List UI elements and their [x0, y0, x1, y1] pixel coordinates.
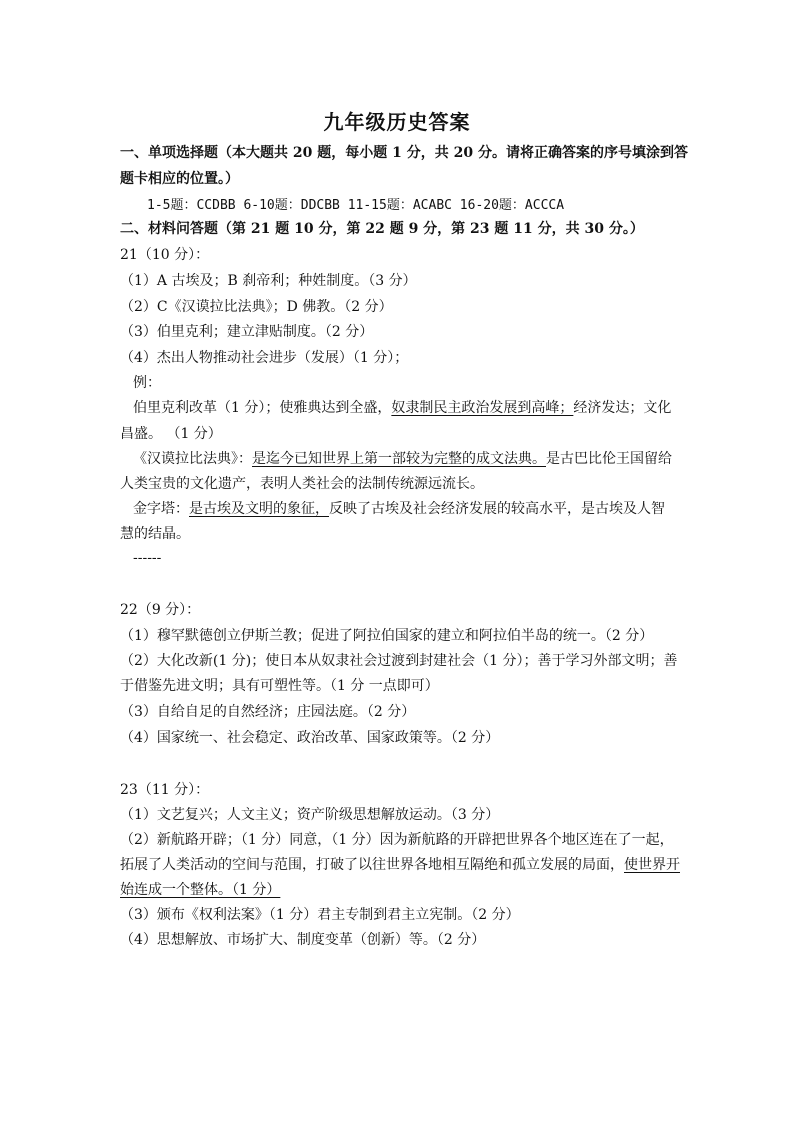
q21-example-2 [133, 449, 672, 469]
q21-example-2-tail: 是古巴比伦王国留给 [546, 451, 672, 467]
section1-heading-line1: 一、单项选择题（本大题共 20 题，每小题 1 分，共 20 分。请将正确答案的序号填涂到答 [120, 145, 688, 161]
q21-example-3-text: 金字塔： [133, 501, 189, 517]
q22-answer-1: （1）穆罕默德创立伊斯兰教；促进了阿拉伯国家的建立和阿拉伯半岛的统一。（2 分） [120, 628, 654, 644]
q21-example-3 [133, 499, 665, 519]
q22-answer-3: （3）自给自足的自然经济；庄园法庭。（2 分） [120, 704, 416, 720]
q23-answer-1: （1）文艺复兴；人文主义；资产阶级思想解放运动。（3 分） [120, 807, 500, 823]
q21-example-1-tail: 经济发达；文化 [573, 400, 672, 416]
q22-heading: 22（9 分）： [120, 602, 201, 618]
q23-answer-2-line2-text: 拓展了人类活动的空间与范围，打破了以往世界各地相互隔绝和孤立发展的局面， [120, 857, 624, 873]
q21-answer-2: （2）C《汉谟拉比法典》；D 佛教。（2 分） [120, 299, 393, 315]
q22-answer-2-line1: （2）大化改新(1 分)；使日本从奴隶社会过渡到封建社会（1 分）；善于学习外部文明；善 [120, 653, 678, 669]
q21-example-2-underlined: 是迄今已知世界上第一部较为完整的成文法典。 [252, 451, 546, 467]
section1-heading-line2: 题卡相应的位置。） [120, 171, 239, 187]
q21-heading: 21（10 分）： [120, 247, 210, 263]
q22-answer-2-line2: 于借鉴先进文明；具有可塑性等。（1 分 一点即可） [120, 678, 439, 694]
page-title: 九年级历史答案 [323, 110, 471, 134]
q21-example-3-tail: 反映了古埃及社会经济发展的较高水平，是古埃及人智 [329, 501, 665, 517]
q21-answer-1: （1）A 古埃及；B 刹帝利；种姓制度。（3 分） [120, 273, 417, 289]
q23-answer-2-line3 [120, 880, 280, 900]
q23-answer-2-line2 [120, 855, 680, 875]
q21-example-1-text: 伯里克利改革（1 分）；使雅典达到全盛， [133, 400, 392, 416]
q21-example-label: 例： [133, 375, 161, 391]
q22-answer-4: （4）国家统一、社会稳定、政治改革、国家政策等。（2 分） [120, 730, 500, 746]
q21-example-1-line2: 昌盛。 （1 分） [120, 426, 222, 442]
q21-example-2-text: 《汉谟拉比法典》： [133, 451, 252, 467]
q23-answer-2-line3-underlined: 始连成一个整体。（1 分） [120, 882, 281, 898]
q23-answer-2-underlined: 使世界开 [624, 857, 680, 873]
q23-answer-3: （3）颁布《权利法案》（1 分）君主专制到君主立宪制。（2 分） [120, 907, 520, 923]
q21-example-1 [133, 398, 671, 418]
q21-dashes: ------ [133, 550, 162, 566]
q21-example-1-underlined: 奴隶制民主政治发展到高峰； [391, 400, 574, 416]
q21-example-3-line2: 慧的结晶。 [120, 526, 190, 542]
section2-heading: 二、材料问答题（第 21 题 10 分，第 22 题 9 分，第 23 题 11 分，共 30 分。） [120, 221, 644, 237]
choice-answers: 1-5题：CCDBB 6-10题：DDCBB 11-15题：ACABC 16-20题：ACCCA [147, 198, 565, 213]
q21-example-2-line2: 人类宝贵的文化遗产，表明人类社会的法制传统源远流长。 [120, 476, 484, 492]
q21-answer-3: （3）伯里克利；建立津贴制度。（2 分） [120, 324, 374, 340]
q23-heading: 23（11 分）： [120, 782, 210, 798]
q21-example-3-underlined: 是古埃及文明的象征， [189, 501, 329, 517]
q23-answer-4: （4）思想解放、市场扩大、制度变革（创新）等。（2 分） [120, 932, 486, 948]
q21-answer-4: （4）杰出人物推动社会进步（发展）（1 分）； [120, 350, 409, 366]
q23-answer-2-line1: （2）新航路开辟；（1 分）同意，（1 分）因为新航路的开辟把世界各个地区连在了一起， [120, 832, 674, 848]
